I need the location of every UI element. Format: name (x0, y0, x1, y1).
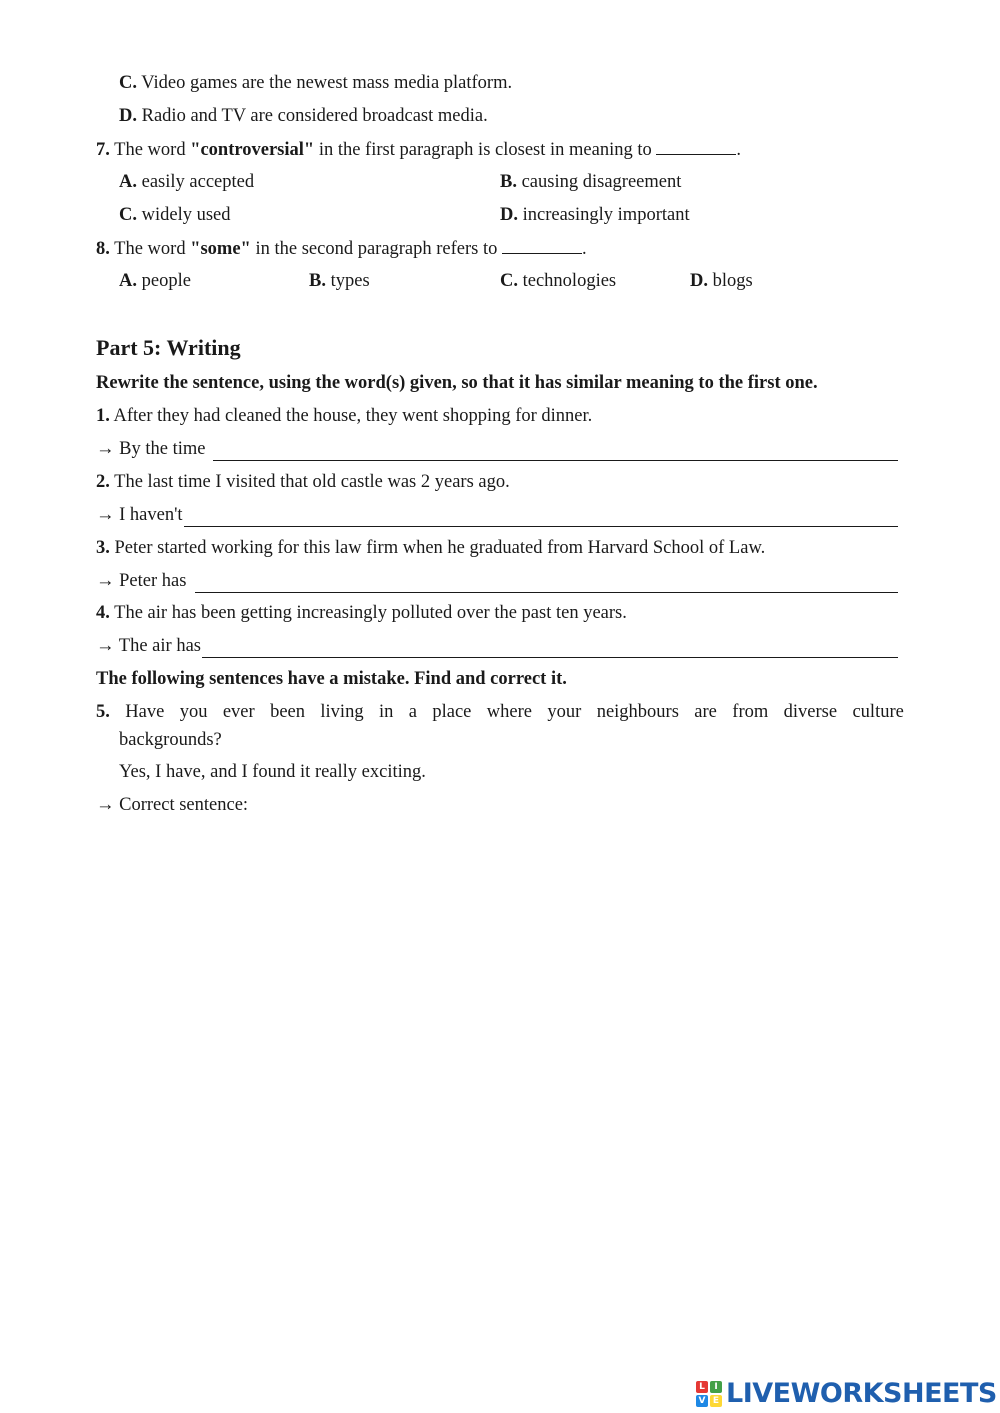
item-5-word: culture (852, 702, 904, 722)
option-letter: B. (309, 271, 326, 291)
rewrite-line-4 (96, 634, 898, 658)
rewrite-input-1[interactable] (213, 441, 898, 461)
rewrite-prompt: → Peter has (96, 571, 187, 591)
question-end: . (582, 239, 587, 259)
item-5-word: ever (222, 702, 255, 722)
correct-sentence-prompt[interactable]: → Correct sentence: (96, 795, 249, 815)
rewrite-input-2[interactable] (184, 507, 898, 527)
rewrite-prompt: → The air has (96, 636, 201, 656)
option-text: technologies (518, 271, 617, 291)
item-sentence: The last time I visited that old castle was 2 years ago. (109, 472, 510, 492)
item-5-line-2: backgrounds? (119, 730, 222, 750)
instruction-correct: The following sentences have a mistake. Find and correct it. (96, 669, 567, 689)
item-sentence: Peter started working for this law firm when he graduated from Harvard School of Law. (109, 538, 766, 558)
rewrite-prompt: → I haven't (96, 505, 183, 525)
item-5-word: where (486, 702, 532, 722)
rewrite-input-4[interactable] (202, 638, 898, 658)
section-heading: Part 5: Writing (96, 335, 241, 360)
item-5-word: your (547, 702, 582, 722)
item-number: 1. (96, 406, 110, 426)
question-text: in the first paragraph is closest in meaning to (314, 140, 657, 160)
logo-mark-letter: I (710, 1381, 722, 1393)
writing-item-2 (96, 470, 510, 494)
logo-text: LIVEWORKSHEETS (726, 1378, 997, 1409)
item-sentence: The air has been getting increasingly polluted over the past ten years. (109, 603, 627, 623)
option-text: easily accepted (137, 172, 255, 192)
logo-mark-letter: V (696, 1395, 708, 1407)
option-letter: C. (119, 73, 137, 93)
q8-option-d[interactable] (690, 269, 753, 293)
item-5-word: you (179, 702, 208, 722)
item-number: 4. (96, 603, 110, 623)
option-letter: A. (119, 271, 137, 291)
option-letter: D. (690, 271, 708, 291)
q8-option-b[interactable] (309, 269, 370, 293)
option-text: blogs (708, 271, 753, 291)
answer-blank[interactable] (502, 236, 582, 254)
option-text: causing disagreement (516, 172, 682, 192)
instruction-rewrite: Rewrite the sentence, using the word(s) given, so that it has similar meaning to the first one. (96, 373, 818, 393)
item-5-word: diverse (783, 702, 838, 722)
option-text: increasingly important (518, 205, 690, 225)
option-letter: A. (119, 172, 137, 192)
question-text: The word (109, 140, 191, 160)
item-number: 2. (96, 472, 110, 492)
item-5-word: living (320, 702, 364, 722)
writing-item-1 (96, 404, 592, 428)
item-sentence: After they had cleaned the house, they went shopping for dinner. (109, 406, 593, 426)
rewrite-prompt: → By the time (96, 439, 206, 459)
q7-option-a[interactable] (119, 170, 254, 194)
question-end: . (736, 140, 741, 160)
question-7 (96, 137, 741, 162)
q7-option-c[interactable] (119, 203, 231, 227)
item-5-word: place (432, 702, 472, 722)
question-text: The word (109, 239, 191, 259)
answer-blank[interactable] (656, 137, 736, 155)
q8-option-a[interactable] (119, 269, 191, 293)
question-keyword: "some" (190, 239, 251, 259)
question-keyword: "controversial" (190, 140, 315, 160)
option-text: Video games are the newest mass media platform. (137, 73, 513, 93)
logo-mark-letter: L (696, 1381, 708, 1393)
item-5-word: in (378, 702, 394, 722)
item-5-word: been (270, 702, 306, 722)
item-5-word: a (408, 702, 417, 722)
prev-option-c (119, 71, 512, 95)
rewrite-line-2 (96, 503, 898, 527)
question-text: in the second paragraph refers to (250, 239, 503, 259)
item-5-answer: Yes, I have, and I found it really exciting. (119, 762, 426, 782)
option-text: types (325, 271, 370, 291)
rewrite-line-1 (96, 437, 898, 461)
rewrite-input-3[interactable] (195, 573, 898, 593)
q8-option-c[interactable] (500, 269, 616, 293)
item-5-word: from (732, 702, 769, 722)
question-number: 8. (96, 239, 110, 259)
option-text: widely used (137, 205, 231, 225)
q7-option-d[interactable] (500, 203, 690, 227)
item-5-word: Have (125, 702, 165, 722)
option-letter: D. (500, 205, 518, 225)
option-text: people (137, 271, 191, 291)
option-letter: C. (500, 271, 518, 291)
liveworksheets-logo (696, 1378, 997, 1410)
logo-mark-letter: E (710, 1395, 722, 1407)
item-number: 5. (96, 702, 110, 722)
option-letter: D. (119, 106, 137, 126)
rewrite-line-3 (96, 569, 898, 593)
writing-item-3 (96, 536, 765, 560)
prev-option-d (119, 104, 488, 128)
question-number: 7. (96, 140, 110, 160)
writing-item-5 (96, 700, 904, 724)
option-letter: B. (500, 172, 517, 192)
writing-item-4 (96, 601, 627, 625)
option-letter: C. (119, 205, 137, 225)
item-5-word: are (694, 702, 717, 722)
item-5-word: neighbours (596, 702, 679, 722)
q7-option-b[interactable] (500, 170, 681, 194)
option-text: Radio and TV are considered broadcast media. (137, 106, 488, 126)
logo-mark-icon (696, 1381, 722, 1407)
question-8 (96, 236, 587, 261)
item-number: 3. (96, 538, 110, 558)
